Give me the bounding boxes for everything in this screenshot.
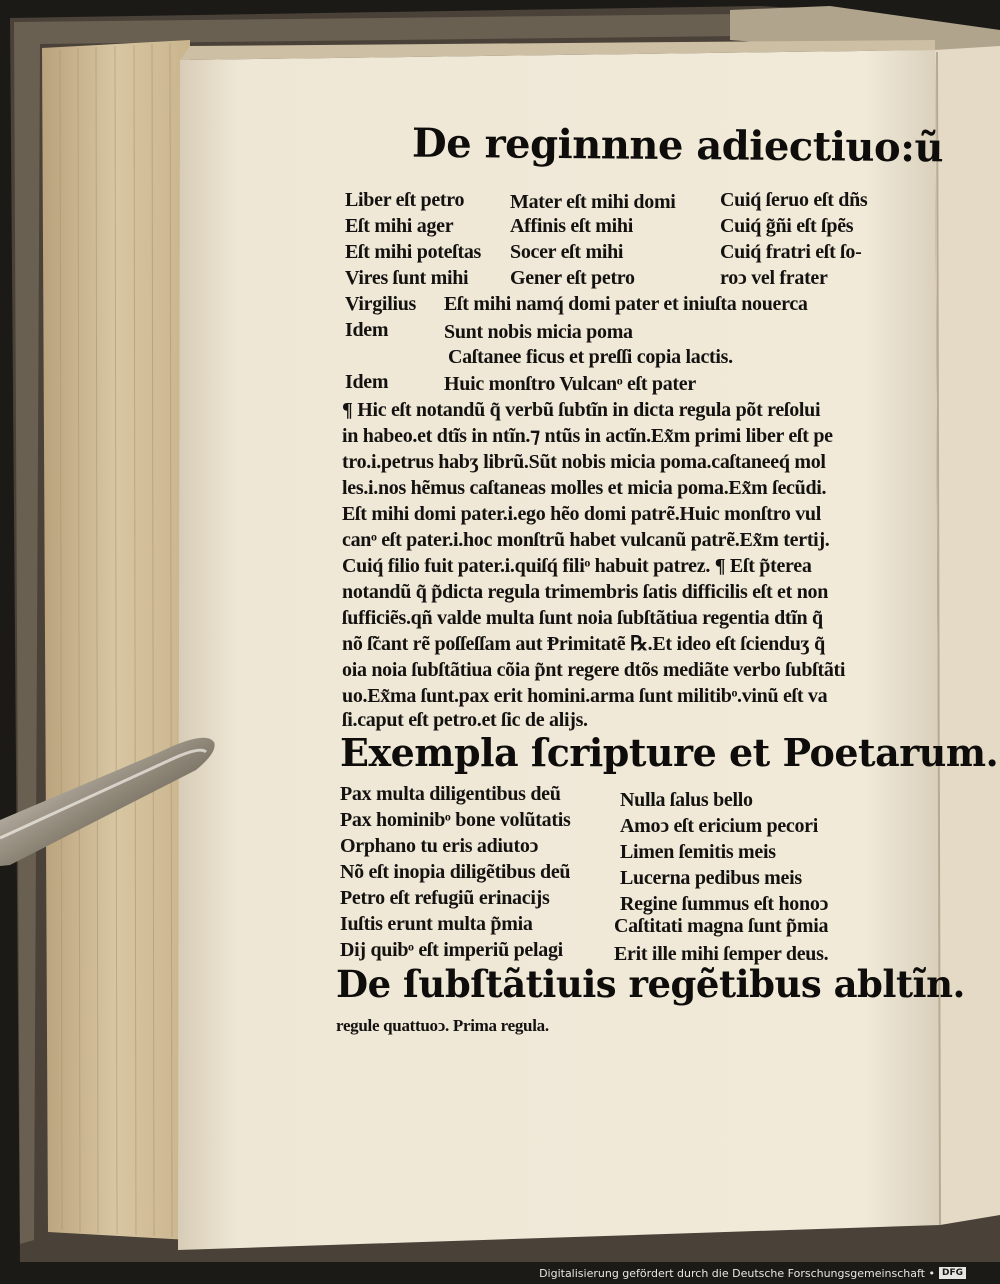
list-cell: roↄ vel frater bbox=[720, 267, 828, 289]
list-cell: Eſt mihi poteſtas bbox=[345, 241, 482, 263]
paragraph-line: canᵒ eſt pater.i.hoc monſtrũ habet vulcanũ patrẽ.Ex̃m tertij. bbox=[342, 529, 830, 551]
credit-text: Digitalisierung gefördert durch die Deutsche Forschungsgemeinschaft • bbox=[539, 1266, 935, 1280]
paragraph-line: notandũ q̃ p̃dicta regula trimembris ſatis difficilis eſt et non bbox=[342, 581, 829, 603]
list-cell: Liber eſt petro bbox=[345, 189, 465, 211]
paragraph-line: Cuiq́ filio fuit pater.i.quiſq́ filiᵒ habuit patrez. ¶ Eſt p̃terea bbox=[342, 555, 812, 577]
quote-text: Sunt nobis micia poma bbox=[444, 321, 633, 343]
heading-top: De reginnne adiectiuo:ũ bbox=[411, 119, 944, 172]
list-cell: Cuiq́ ſeruo eſt dñs bbox=[720, 189, 868, 211]
paragraph-line: uo.Ex̃ma ſunt.pax erit homini.arma ſunt militibᵒ.vinũ eſt va bbox=[342, 685, 828, 707]
example-right: Limen ſemitis meis bbox=[620, 841, 776, 863]
paragraph-line: nõ ſ̃cant rẽ poſſeſſam aut Ᵽrimitatẽ ℞.Et ideo eſt ſcienduʒ q̃ bbox=[342, 633, 825, 655]
dfg-logo: DFG bbox=[939, 1267, 966, 1279]
example-left: Dij quibᵒ eſt imperiũ pelagi bbox=[340, 939, 563, 961]
list-cell: Eſt mihi ager bbox=[345, 215, 454, 237]
example-left: Petro eſt refugiũ erinacijs bbox=[340, 887, 550, 909]
paragraph-line: ſufficiẽs.qñ valde multa ſunt noia ſubſtãtiua regentia dtĩn q̃ bbox=[342, 607, 823, 629]
quote-text: Huic monſtro Vulcanᵒ eſt pater bbox=[444, 373, 696, 395]
example-left: Pax multa diligentibus deũ bbox=[340, 783, 561, 805]
paragraph-line: in habeo.et dtĩs in ntĩn.⁊ ntũs in actĩn.Ex̃m primi liber eſt pe bbox=[342, 425, 833, 447]
quote-text: Caſtanee ficus et preſſi copia lactis. bbox=[448, 346, 733, 368]
paragraph-line: ſi.caput eſt petro.et ſic de alijs. bbox=[342, 709, 588, 731]
example-right: Nulla ſalus bello bbox=[620, 789, 753, 811]
example-left: Iuſtis erunt multa p̃mia bbox=[340, 913, 533, 935]
heading-examples: Exempla ſcripture et Poetarum. bbox=[340, 730, 999, 775]
paragraph-line: ¶ Hic eſt notandũ q̃ verbũ ſubtĩn in dicta regula põt reſolui bbox=[342, 399, 821, 421]
example-right: Lucerna pedibus meis bbox=[620, 867, 802, 889]
paragraph-line: les.i.nos hẽmus caſtaneas molles et micia poma.Ex̃m ſecũdi. bbox=[342, 477, 827, 499]
rule-subtitle: regule quattuoↄ. Prima regula. bbox=[336, 1016, 549, 1035]
example-right: Amoↄ eſt ericium pecori bbox=[620, 815, 819, 837]
list-cell: Socer eſt mihi bbox=[510, 241, 624, 263]
paragraph-line: Eſt mihi domi pater.i.ego hẽo domi patrẽ.Huic monſtro vul bbox=[342, 503, 822, 525]
quote-text: Eſt mihi namq́ domi pater et iniuſta nouerca bbox=[444, 293, 808, 315]
list-cell: Cuiq́ g̃ñi eſt ſpẽs bbox=[720, 215, 854, 237]
example-right: Caſtitati magna ſunt p̃mia bbox=[614, 915, 829, 937]
list-cell: Vires ſunt mihi bbox=[345, 267, 469, 289]
quote-author: Idem bbox=[345, 371, 389, 393]
digitization-credit bbox=[539, 1264, 966, 1282]
example-left: Pax hominibᵒ bone volũtatis bbox=[340, 809, 571, 831]
paragraph-line: oia noia ſubſtãtiua cõia p̃nt regere dtõs mediãte verbo ſubſtãti bbox=[342, 659, 846, 681]
example-left: Orphano tu eris adiutoↄ bbox=[340, 835, 539, 857]
list-cell: Gener eſt petro bbox=[510, 267, 635, 289]
quote-author: Virgilius bbox=[345, 293, 417, 315]
heading-bottom: De ſubſtãtiuis regẽtibus abltĩn. bbox=[336, 962, 965, 1006]
example-right: Regine ſummus eſt honoↄ bbox=[620, 893, 829, 915]
example-right: Erit ille mihi ſemper deus. bbox=[614, 943, 829, 965]
list-cell: Affinis eſt mihi bbox=[510, 215, 633, 237]
list-cell: Cuiq́ fratri eſt ſo- bbox=[720, 241, 862, 263]
example-left: Nõ eſt inopia diligẽtibus deũ bbox=[340, 861, 571, 883]
paragraph-line: tro.i.petrus habʒ librũ.Sũt nobis micia poma.caſtaneeq́ mol bbox=[342, 451, 826, 473]
list-cell: Mater eſt mihi domi bbox=[510, 191, 676, 213]
quote-author: Idem bbox=[345, 319, 389, 341]
